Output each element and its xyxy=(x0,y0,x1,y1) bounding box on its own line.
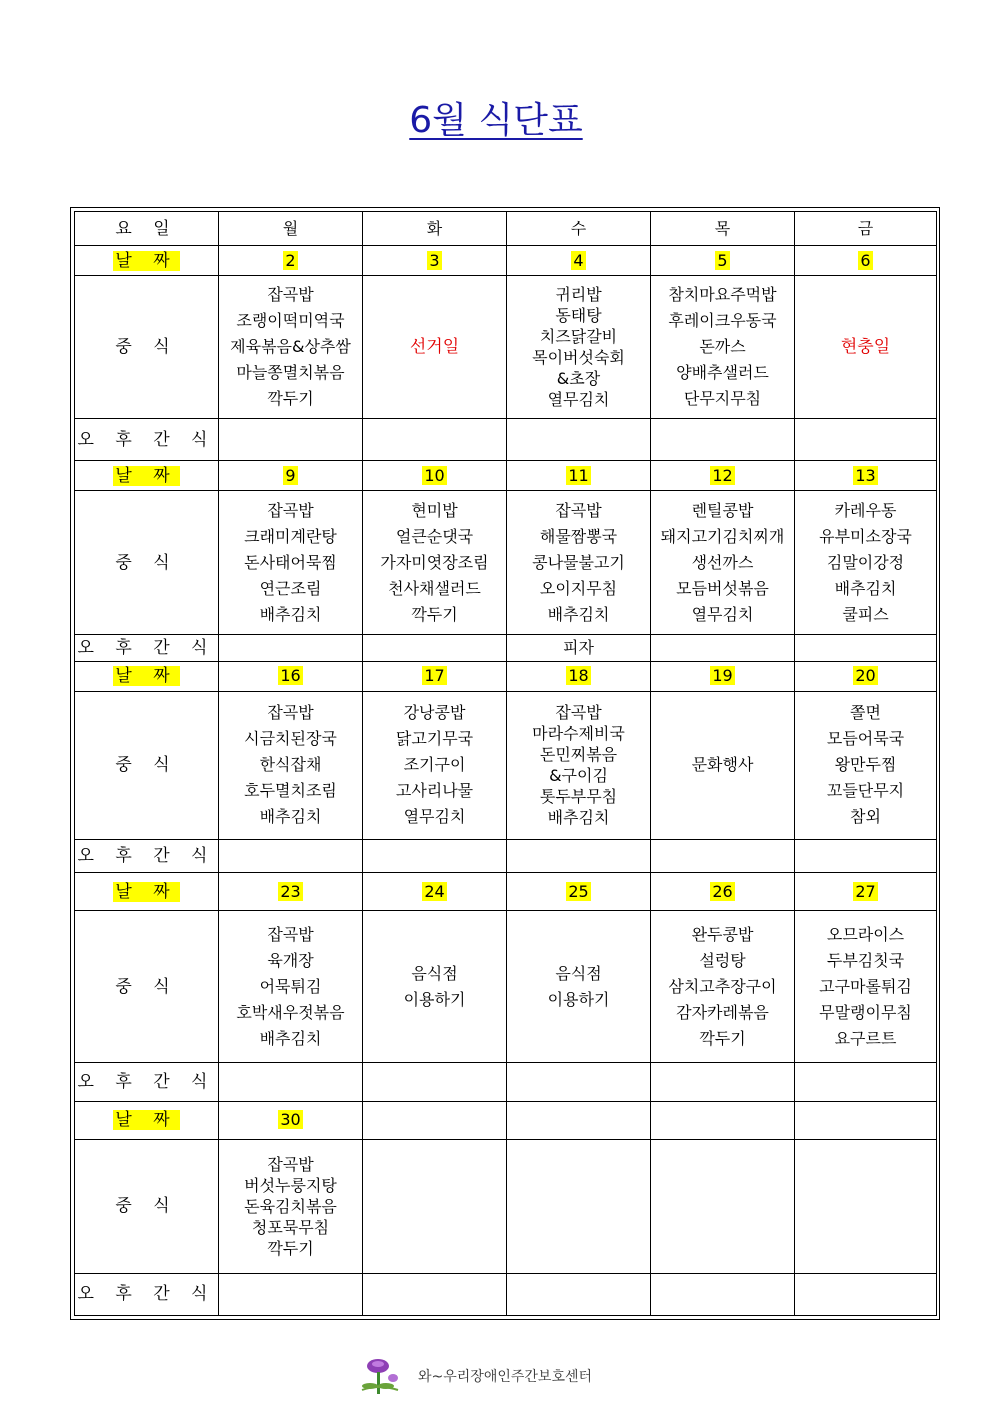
date-value: 5 xyxy=(717,250,728,270)
menu-item: 열무김치 xyxy=(403,807,466,827)
date-row xyxy=(75,461,937,491)
menu-item: 참외 xyxy=(850,807,881,827)
date-value: 11 xyxy=(568,465,589,485)
date-label-text: 날 짜 xyxy=(115,666,178,687)
snack-label: 오 후 간 식 xyxy=(75,419,219,461)
menu-item: 생선까스 xyxy=(691,552,754,572)
lunch-menu-cell xyxy=(363,491,507,634)
lunch-label: 중 식 xyxy=(75,691,219,839)
menu-item: 어묵튀김 xyxy=(259,976,322,996)
date-cell xyxy=(219,461,363,491)
weekday-header-row xyxy=(75,212,937,246)
lunch-menu-cell xyxy=(795,691,937,839)
date-cell xyxy=(219,246,363,276)
menu-item: 해물짬뽕국 xyxy=(539,526,618,546)
lunch-menu-cell xyxy=(219,491,363,634)
lunch-menu-cell xyxy=(363,691,507,839)
snack-cell xyxy=(219,840,363,873)
snack-cell xyxy=(795,1273,937,1315)
menu-item: 육개장 xyxy=(267,950,314,970)
menu-item: 배추김치 xyxy=(547,808,610,828)
lunch-menu-cell xyxy=(507,691,651,839)
snack-cell xyxy=(651,840,795,873)
lunch-menu-cell xyxy=(651,491,795,634)
date-cell xyxy=(651,661,795,691)
date-row xyxy=(75,873,937,911)
holiday-text: 선거일 xyxy=(409,337,460,358)
menu-item: 잡곡밥 xyxy=(267,500,314,520)
menu-item: 잡곡밥 xyxy=(555,703,602,723)
date-value: 3 xyxy=(429,250,440,270)
menu-item: 잡곡밥 xyxy=(267,703,314,723)
date-label-text: 날 짜 xyxy=(115,1110,178,1131)
lunch-row xyxy=(75,691,937,839)
menu-item: 현미밥 xyxy=(411,500,458,520)
menu-item: 깍두기 xyxy=(699,1028,746,1048)
date-cell xyxy=(651,873,795,911)
snack-cell xyxy=(363,1063,507,1101)
snack-label: 오 후 간 식 xyxy=(75,1063,219,1101)
menu-item: 가자미엿장조림 xyxy=(380,552,489,572)
menu-item: 참치마요주먹밥 xyxy=(668,285,777,305)
snack-row xyxy=(75,1063,937,1101)
snack-cell: 피자 xyxy=(507,634,651,661)
lunch-menu-cell xyxy=(507,491,651,634)
snack-cell xyxy=(507,1063,651,1101)
lunch-menu-cell xyxy=(795,276,937,419)
snack-cell xyxy=(363,634,507,661)
date-cell xyxy=(507,661,651,691)
date-cell xyxy=(363,661,507,691)
weekday-fri: 금 xyxy=(795,212,937,246)
date-label xyxy=(75,1101,219,1139)
menu-item: 한식잡채 xyxy=(259,755,322,775)
date-value: 17 xyxy=(424,666,445,686)
snack-cell xyxy=(795,840,937,873)
date-value: 6 xyxy=(860,250,871,270)
menu-item: 배추김치 xyxy=(547,604,610,624)
snack-cell xyxy=(219,1063,363,1101)
date-row xyxy=(75,661,937,691)
menu-item: 제육볶음&상추쌈 xyxy=(230,337,351,357)
date-value: 24 xyxy=(424,881,445,901)
menu-item: 돈육김치볶음 xyxy=(244,1196,337,1216)
date-value: 18 xyxy=(568,666,589,686)
menu-item: 잡곡밥 xyxy=(555,500,602,520)
date-label xyxy=(75,246,219,276)
weekday-wed: 수 xyxy=(507,212,651,246)
footer xyxy=(358,1354,658,1398)
lunch-menu-cell xyxy=(507,911,651,1063)
snack-cell xyxy=(219,1273,363,1315)
weekday-thu: 목 xyxy=(651,212,795,246)
menu-item: 깍두기 xyxy=(411,604,458,624)
date-value: 12 xyxy=(712,465,733,485)
menu-item: 시금치된장국 xyxy=(244,729,337,749)
menu-item: 이용하기 xyxy=(547,989,610,1009)
snack-cell xyxy=(363,840,507,873)
menu-item: &초장 xyxy=(556,369,601,389)
lunch-menu-cell xyxy=(795,1139,937,1273)
menu-item: 조기구이 xyxy=(403,755,466,775)
date-value: 25 xyxy=(568,881,589,901)
menu-item: 카레우동 xyxy=(834,500,897,520)
date-cell xyxy=(363,873,507,911)
lunch-label: 중 식 xyxy=(75,911,219,1063)
organization-name: 와~우리장애인주간보호센터 xyxy=(418,1369,593,1385)
snack-row xyxy=(75,1273,937,1315)
snack-cell xyxy=(219,419,363,461)
snack-row xyxy=(75,840,937,873)
date-cell xyxy=(795,661,937,691)
menu-item: 음식점 xyxy=(555,963,602,983)
menu-item: 호두멸치조림 xyxy=(244,781,337,801)
date-cell xyxy=(795,1101,937,1139)
date-cell xyxy=(219,873,363,911)
lunch-menu-cell xyxy=(363,1139,507,1273)
date-value: 10 xyxy=(424,465,445,485)
date-cell xyxy=(363,246,507,276)
menu-item: 배추김치 xyxy=(259,807,322,827)
menu-item: 잡곡밥 xyxy=(267,285,314,305)
date-cell xyxy=(507,873,651,911)
lunch-menu-cell xyxy=(795,491,937,634)
date-value: 13 xyxy=(855,465,876,485)
menu-item: 고구마롤튀김 xyxy=(819,976,912,996)
menu-item: 쫄면 xyxy=(850,703,881,723)
weekday-tue: 화 xyxy=(363,212,507,246)
menu-item: 모듬어묵국 xyxy=(826,729,905,749)
lunch-row xyxy=(75,911,937,1063)
menu-item: 양배추샐러드 xyxy=(676,363,769,383)
snack-cell xyxy=(507,1273,651,1315)
menu-item: 삼치고추장구이 xyxy=(668,976,777,996)
menu-item: 목이버섯숙회 xyxy=(532,348,625,368)
snack-cell xyxy=(795,634,937,661)
menu-item: 콩나물불고기 xyxy=(532,552,625,572)
menu-item: 이용하기 xyxy=(403,989,466,1009)
lunch-menu-cell xyxy=(219,1139,363,1273)
menu-item: 렌틸콩밥 xyxy=(691,500,754,520)
snack-cell xyxy=(651,419,795,461)
date-cell xyxy=(651,246,795,276)
lunch-menu-cell xyxy=(795,911,937,1063)
date-label xyxy=(75,461,219,491)
menu-item: 단무지무침 xyxy=(683,389,762,409)
menu-item: 김말이강정 xyxy=(826,552,905,572)
snack-cell xyxy=(651,634,795,661)
lunch-row xyxy=(75,1139,937,1273)
date-cell xyxy=(651,461,795,491)
snack-label: 오 후 간 식 xyxy=(75,840,219,873)
menu-item: 연근조림 xyxy=(259,578,322,598)
lunch-label: 중 식 xyxy=(75,491,219,634)
date-row xyxy=(75,246,937,276)
date-cell xyxy=(219,1101,363,1139)
lunch-menu-cell xyxy=(507,276,651,419)
lunch-row xyxy=(75,276,937,419)
menu-item: 음식점 xyxy=(411,963,458,983)
menu-item: 닭고기무국 xyxy=(395,729,474,749)
date-value: 23 xyxy=(280,881,301,901)
menu-item: 버섯누룽지탕 xyxy=(244,1175,337,1195)
snack-cell xyxy=(651,1273,795,1315)
snack-row xyxy=(75,634,937,661)
weekday-mon: 월 xyxy=(219,212,363,246)
date-cell xyxy=(507,461,651,491)
lunch-menu-cell xyxy=(219,911,363,1063)
menu-item: 열무김치 xyxy=(691,604,754,624)
date-label xyxy=(75,873,219,911)
date-label-text: 날 짜 xyxy=(115,881,178,902)
menu-item: 동태탕 xyxy=(555,306,602,326)
date-value: 9 xyxy=(285,465,296,485)
date-value: 27 xyxy=(855,881,876,901)
snack-cell xyxy=(363,419,507,461)
menu-item: 후레이크우동국 xyxy=(668,311,777,331)
menu-item: 오이지무침 xyxy=(539,578,618,598)
menu-item: 천사채샐러드 xyxy=(388,578,481,598)
snack-cell xyxy=(507,840,651,873)
snack-label: 오 후 간 식 xyxy=(75,1273,219,1315)
lunch-label: 중 식 xyxy=(75,276,219,419)
menu-item: 청포묵무침 xyxy=(251,1217,330,1237)
menu-item: 꼬들단무지 xyxy=(826,781,905,801)
date-value: 20 xyxy=(855,666,876,686)
date-value: 19 xyxy=(712,666,733,686)
snack-label: 오 후 간 식 xyxy=(75,634,219,661)
date-value: 2 xyxy=(285,250,296,270)
snack-cell xyxy=(219,634,363,661)
snack-cell xyxy=(363,1273,507,1315)
lunch-row xyxy=(75,491,937,634)
menu-item: 설렁탕 xyxy=(699,950,746,970)
date-cell xyxy=(507,1101,651,1139)
menu-item: 고사리나물 xyxy=(395,781,474,801)
menu-item: 감자카레볶음 xyxy=(676,1002,769,1022)
lunch-menu-cell xyxy=(363,911,507,1063)
lunch-menu-cell xyxy=(651,1139,795,1273)
lunch-menu-cell xyxy=(507,1139,651,1273)
menu-item: 모듬버섯볶음 xyxy=(676,578,769,598)
date-cell xyxy=(507,246,651,276)
date-label-text: 날 짜 xyxy=(115,250,178,271)
menu-item: 마늘쫑멸치볶음 xyxy=(236,363,345,383)
menu-table-frame xyxy=(70,207,940,1320)
menu-item: 쿨피스 xyxy=(842,604,889,624)
lunch-menu-cell xyxy=(651,691,795,839)
menu-item: &구이김 xyxy=(549,766,608,786)
menu-item: 호박새우젓볶음 xyxy=(236,1002,345,1022)
snack-cell xyxy=(795,1063,937,1101)
lunch-menu-cell xyxy=(363,276,507,419)
weekday-label: 요 일 xyxy=(75,212,219,246)
date-row xyxy=(75,1101,937,1139)
menu-item: 배추김치 xyxy=(834,578,897,598)
menu-item: 돈민찌볶음 xyxy=(539,745,618,765)
menu-item: 돼지고기김치찌개 xyxy=(660,526,785,546)
menu-item: 깍두기 xyxy=(267,389,314,409)
snack-row xyxy=(75,419,937,461)
flower-logo-icon xyxy=(358,1354,414,1398)
menu-item: 완두콩밥 xyxy=(691,924,754,944)
page-title: 6월 식단표 xyxy=(409,100,583,141)
date-label xyxy=(75,661,219,691)
menu-item: 잡곡밥 xyxy=(267,924,314,944)
menu-item: 배추김치 xyxy=(259,604,322,624)
menu-item: 배추김치 xyxy=(259,1028,322,1048)
menu-item: 돈사태어묵찜 xyxy=(244,552,337,572)
lunch-menu-cell xyxy=(219,691,363,839)
lunch-label: 중 식 xyxy=(75,1139,219,1273)
menu-item: 얼큰순댓국 xyxy=(395,526,474,546)
menu-item: 오므라이스 xyxy=(826,924,905,944)
date-cell xyxy=(363,461,507,491)
date-cell xyxy=(363,1101,507,1139)
date-value: 26 xyxy=(712,881,733,901)
lunch-menu-cell xyxy=(651,911,795,1063)
menu-table xyxy=(74,211,937,1316)
menu-item: 문화행사 xyxy=(691,755,754,775)
snack-cell xyxy=(507,419,651,461)
date-cell xyxy=(795,246,937,276)
menu-item: 유부미소장국 xyxy=(819,526,912,546)
menu-item: 귀리밥 xyxy=(555,285,602,305)
date-cell xyxy=(219,661,363,691)
menu-item: 잡곡밥 xyxy=(267,1154,314,1174)
menu-item: 무말랭이무침 xyxy=(819,1002,912,1022)
menu-item: 강낭콩밥 xyxy=(403,703,466,723)
menu-item: 요구르트 xyxy=(834,1028,897,1048)
menu-item: 깍두기 xyxy=(267,1238,314,1258)
date-value: 30 xyxy=(280,1110,301,1130)
date-cell xyxy=(795,461,937,491)
date-value: 4 xyxy=(573,250,584,270)
date-value: 16 xyxy=(280,666,301,686)
date-cell xyxy=(795,873,937,911)
menu-item: 톳두부무침 xyxy=(539,787,618,807)
menu-item: 크래미계란탕 xyxy=(244,526,337,546)
holiday-text: 현충일 xyxy=(840,337,891,358)
date-cell xyxy=(651,1101,795,1139)
snack-cell xyxy=(795,419,937,461)
menu-item: 돈까스 xyxy=(699,337,746,357)
date-label-text: 날 짜 xyxy=(115,465,178,486)
lunch-menu-cell xyxy=(219,276,363,419)
menu-item: 조랭이떡미역국 xyxy=(236,311,345,331)
menu-item: 왕만두찜 xyxy=(834,755,897,775)
menu-item: 치즈닭갈비 xyxy=(539,327,618,347)
menu-item: 열무김치 xyxy=(547,390,610,410)
lunch-menu-cell xyxy=(651,276,795,419)
menu-item: 두부김칫국 xyxy=(826,950,905,970)
snack-cell xyxy=(651,1063,795,1101)
menu-item: 마라수제비국 xyxy=(532,724,625,744)
